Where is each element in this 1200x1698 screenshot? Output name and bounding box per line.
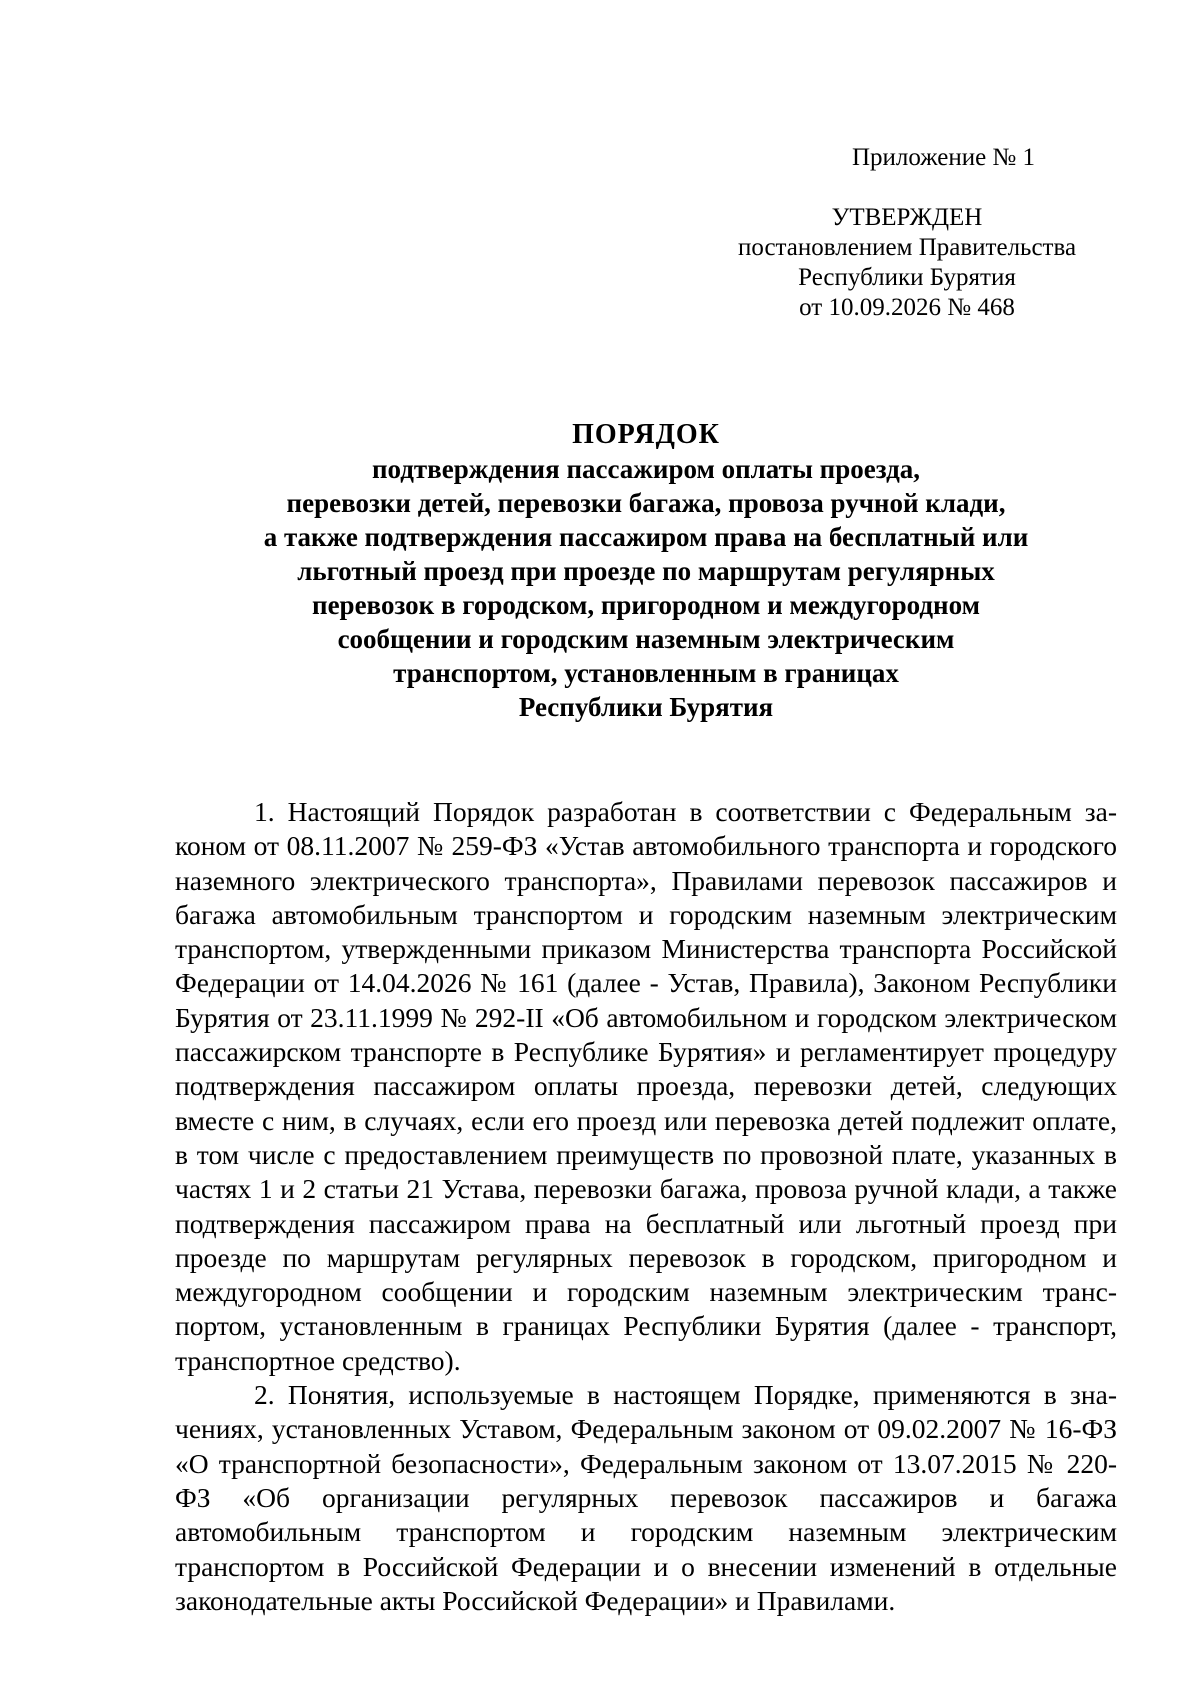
approval-stamp — [700, 203, 1114, 323]
paragraph-2: 2. Понятия, используемые в настоящем Порядке, применяются в значениях, установленных Уставом, Федеральным законом от 09.02.2007 № 16-ФЗ «О транспортной безопасности», Федеральным законом от 13.07.2015 № 220-ФЗ «Об организации регулярных перевозок пассажиров и багажа автомобильным транспортом и городским наземным электрическим транспортом в Российской Федерации и о внесении изменений в отдельные законодательные акты Российской Федерации» и Правилами. — [175, 1379, 1117, 1616]
approval-date: от 10.09.2026 № 468 — [799, 294, 1015, 321]
title-line: сообщении и городским наземным электрическим — [337, 624, 955, 654]
approved-by-line-1: постановлением Правительства — [737, 234, 1077, 261]
title-line: перевозки детей, перевозки багажа, провоза ручной клади, — [286, 488, 1006, 518]
paragraph-1: 1. Настоящий Порядок разработан в соответствии с Федеральным законом от 08.11.2007 № 259-ФЗ «Устав автомобильного транспорта и городского наземного электрического транспорта», Правилами перевозок пассажиров и багажа автомобильным транспортом и городским наземным электрическим транспортом, утвержденными приказом Министерства транспорта Российской Федерации от 14.04.2026 № 161 (далее - Устав, Правила), Законом Республики Бурятия от 23.11.1999 № 292-II «Об автомобильном и городском электрическом пассажирском транспорте в Республике Бурятия» и регламентирует процедуру подтверждения пассажиром оплаты проезда, перевозки детей, следующих вместе с ним, в случаях, если его проезд или перевозка детей подлежит оплате, в том числе с предоставлением преимуществ по провозной плате, указанных в частях 1 и 2 статьи 21 Устава, перевозки багажа, провоза ручной клади, а также подтверждения пассажиром права на бесплатный или льготный проезд при проезде по маршрутам регулярных перевозок в городском, пригородном и междугородном сообщении и городским наземным электрическим транспортом, установленным в границах Республики Бурятия (далее - транспорт, транспортное средство). — [175, 796, 1117, 1376]
title-line: транспортом, установленным в границах — [393, 658, 899, 688]
title-line: Республики Бурятия — [518, 692, 774, 722]
document-title — [175, 418, 1117, 724]
title-main: ПОРЯДОК — [572, 419, 720, 450]
appendix-number: Приложение № 1 — [852, 144, 1036, 171]
title-line: льготный проезд при проезде по маршрутам регулярных — [297, 556, 995, 586]
approved-by-line-2: Республики Бурятия — [798, 264, 1016, 291]
title-line: подтверждения пассажиром оплаты проезда, — [371, 454, 921, 484]
approved-label: УТВЕРЖДЕН — [831, 204, 983, 231]
title-line: перевозок в городском, пригородном и междугородном — [312, 590, 980, 620]
document-body — [175, 795, 1117, 1618]
title-line: а также подтверждения пассажиром права на бесплатный или — [263, 522, 1029, 552]
